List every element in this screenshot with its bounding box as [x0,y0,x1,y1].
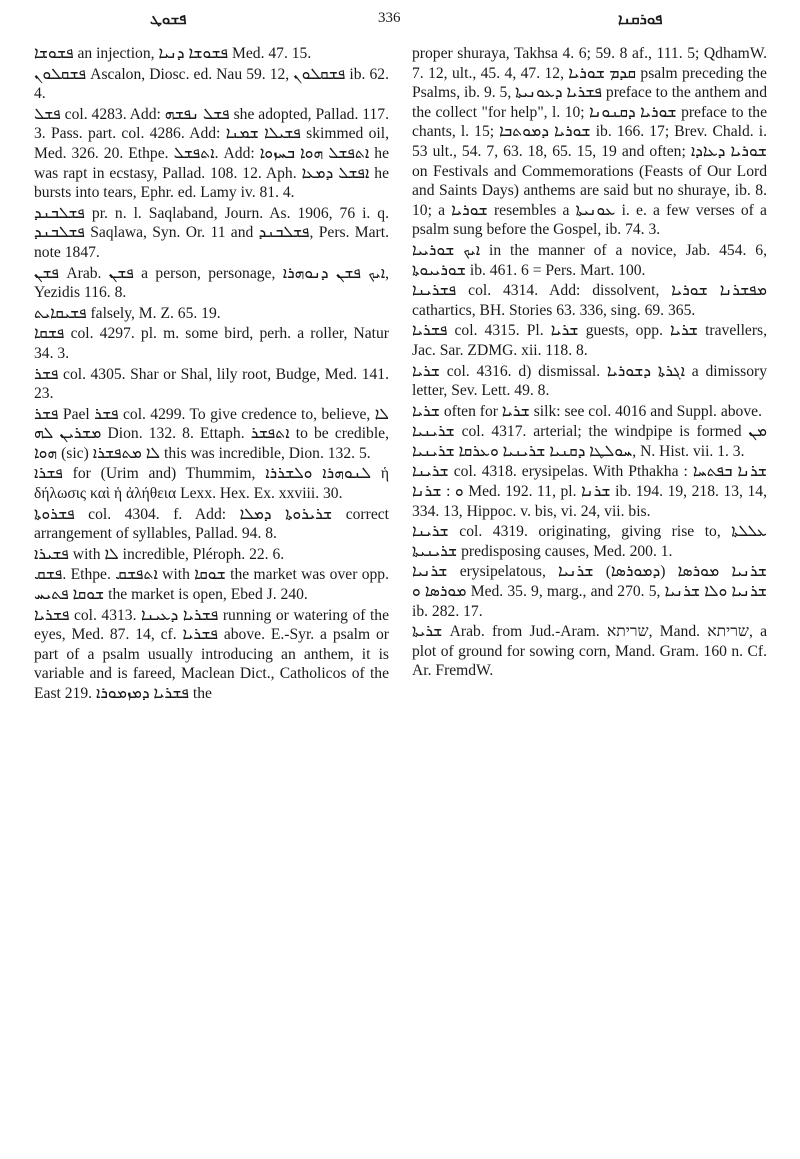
dictionary-entry: ܦܫܪܘܬܐ col. 4304. f. Add: ܫܪܝܪܘܬܐ ܕܡܠܐ correct arrangement of syllables, Pallad. 94. 8. [34,505,389,543]
dictionary-entry: ܦܫܝܪܐ with ܠܐ incredible, Pléroph. 22. 6. [34,545,285,563]
dictionary-entry: ܫܪܝܐ often for ܫܪܝܐ silk: see col. 4016 and Suppl. above. [412,402,762,420]
dictionary-entry: ܦܫܠܒܢܕ pr. n. l. Saqlaband, Journ. As. 1906, 76 i. q. ܦܫܠܒܢܕ Saqlawa, Syn. Or. 11 and ܦܫܠܒܢܕ, Pers. Mart. note 1847. [34,204,389,261]
dictionary-entry: ܦܫܪܝܐ col. 4315. Pl. ܫܪܝܐ guests, opp. ܫܪܝܐ travellers, Jac. Sar. ZDMG. xii. 118. 8. [412,322,767,359]
dictionary-entry: ܫܪܝܬܐ Arab. from Jud.-Aram. שריתא, Mand. שריתא, a plot of ground for sowing corn, Mand. Gram. 160 n. Cf. Ar. FremdW. [412,623,767,680]
right-column [412,44,767,682]
left-running-head: ܦܫܘܛ [150,10,187,28]
dictionary-entry: ܦܫܩܠܘܢ Ascalon, Diosc. ed. Nau 59. 12, ܦܫܩܠܘܢ ib. 62. 4. [34,65,389,103]
left-column [34,44,389,705]
running-header [0,8,800,38]
dictionary-entry: ܦܫܩ. Ethpe. ܐܬܦܫܩ with ܫܘܩܐ the market was over opp. ܫܘܩܐ ܦܬܝܚ the market is open, Ebed J. 240. [34,566,389,604]
dictionary-entry: ܐܝܟ ܫܘܪܝܝܐ in the manner of a novice, Jab. 454. 6, ܫܘܪܝܝܘܬܐ ib. 461. 6 = Pers. Mart. 100. [412,241,767,279]
dictionary-entry: ܫܪܝܢܐ col. 4318. erysipelas. With Pthakha ܫܪܢܐ ܒܦܬܚܐ : ܘ : ܫܪܢܐ Med. 192. 11, pl. ܫܪܢܐ ib. 194. 19, 218. 13, 14, 334. 13, Hippoc. v. bis, vi. 24, vii. bis. [412,463,767,520]
dictionary-entry: ܦܫܪܐ for (Urim and) Thummim, ܠܢܘܗܪܐ ܘܠܫܪܪܐ ἡ δήλωσις καὶ ἡ ἀλήθεια Lexx. Hex. Ex. xxviii. 30. [34,465,389,503]
dictionary-entry: ܦܫܝܩܐܝܬ falsely, M. Z. 65. 19. [34,304,221,322]
dictionary-entry: ܫܪܝܢܝܐ col. 4317. arterial; the windpipe is formed ܡܢ ܚܘܠܛܐ ܕܩܢܝܐ ܫܪܝܢܝܐ ܘܥܪܩܐ ܫܪܝܢܝܐ, N. Hist. vii. 1. 3. [412,423,767,460]
dictionary-entry: ܦܫܘܫܐ an injection, ܦܫܘܫܐ ܕܢܝܐ Med. 47. 15. [34,45,312,62]
dictionary-entry: ܦܫܩܐ col. 4297. pl. m. some bird, perh. a roller, Natur 34. 3. [34,325,389,362]
dictionary-entry: ܦܫܢ Arab. ܦܫܢ a person, personage, ܐܝܟ ܦܫܢ ܕܢܘܗܪܐ, Yezidis 116. 8. [34,264,389,302]
dictionary-entry: ܦܫܪ col. 4305. Shar or Shal, lily root, Budge, Med. 141. 23. [34,365,389,403]
page-number: 336 [378,10,401,26]
dictionary-entry: ܦܫܪ Pael ܦܫܪ col. 4299. To give credence to, believe, ܠܐ ܡܫܪܝܢ ܠܗ Dion. 132. 8. Ettaph. ܐܬܦܫܪ to be credible, ܗܘܐ (sic) ܠܐ ܡܬܦܫܪܐ this was incredible, Dion. 132. 5. [34,405,389,462]
dictionary-entry: ܫܪܝܐ col. 4316. d) dismissal. ܐܓܪܬܐ ܕܫܘܪܝܐ a dimissory letter, Sev. Lett. 49. 8. [412,362,768,400]
dictionary-entry: ܦܫܠ col. 4283. Add: ܦܫܠ ܢܦܫܗ she adopted, Pallad. 117. 3. Pass. part. col. 4286. Add: ܦܫܝܠܐ ܫܡܢܐ skimmed oil, Med. 326. 20. Ethpe. ܐܬܦܫܠ. Add: ܐܬܦܫܠ ܗܘܐ ܒܚܙܘܐ he was rapt in ecstasy, Pallad. 108. 12. Aph. ܐܦܫܠ ܕܡܥܐ he bursts into tears, Ephr. ed. Lamy iv. 81. 4. [34,105,389,202]
dictionary-entry: proper shuraya, Takhsa 4. 6; 59. 8 af., 111. 5; QdhamW. 7. 12, ult., 45. 4, 47. 12, ܩܕܡ ܫܘܪܝܐ psalm preceding the Psalms, ib. 9. 5, ܦܫܪܝܐ ܕܥܘܢܝܬܐ preface to the anthem and the collect "for help", l. 10; ܫܘܪܝܐ ܕܩܢܘܢܐ preface to the chants, l. 15; ܫܘܪܝܐ ܕܡܘܬܒܐ ib. 166. 17; Brev. Chald. i. 53 ult., 54. 7, 63. 18, 65. 15, 19 and often; ܫܘܪܝܐ ܕܥܐܕܐ on Festivals and Commemorations (Feasts of Our Lord and Saints Days) anthems are said but no shuraye, ib. 8. 10; a ܫܘܪܝܐ resembles a ܥܘܢܝܬܐ i. e. a few verses of a psalm sung before the Gospel, ib. 74. 3. [412,45,767,239]
dictionary-entry: ܦܫܪܝܢܐ col. 4314. Add: dissolvent, ܡܦܫܪܢܐ ܫܘܪܝܐ cathartics, BH. Stories 63. 336, sing. 69. 365. [412,282,768,319]
dictionary-entry: ܫܪܢܝܐ erysipelatous, ܫܪܢܝܐ ܡܘܪܣܐ (ܕܡܘܪܣܐ) ܫܪܢܝܐ ܡܘܪܣܐ ܘ Med. 35. 9, marg., and 270. 5, ܫܪܢܝܐ ܘܠܐ ܫܪܢܝܐ ib. 282. 17. [412,563,767,620]
dictionary-entry: ܦܫܪܝܐ col. 4313. ܦܫܪܝܐ ܕܥܝܢܐ running or watering of the eyes, Med. 87. 14, cf. ܦܫܪܝܐ above. E.-Syr. a psalm or part of a psalm usually introducing an anthem, it is variable and is fareed, Maclean Dict., Catholicos of the East 219. ܦܫܪܝܐ ܕܡܙܡܘܪܐ the [34,606,389,702]
dictionary-entry: ܫܪܝܢܐ col. 4319. originating, giving rise to, ܥܠܠܬܐ ܫܪܝܢܝܬܐ predisposing causes, Med. 200. 1. [412,523,767,560]
right-running-head: ܦܘܪܩܢܐ [618,10,663,28]
